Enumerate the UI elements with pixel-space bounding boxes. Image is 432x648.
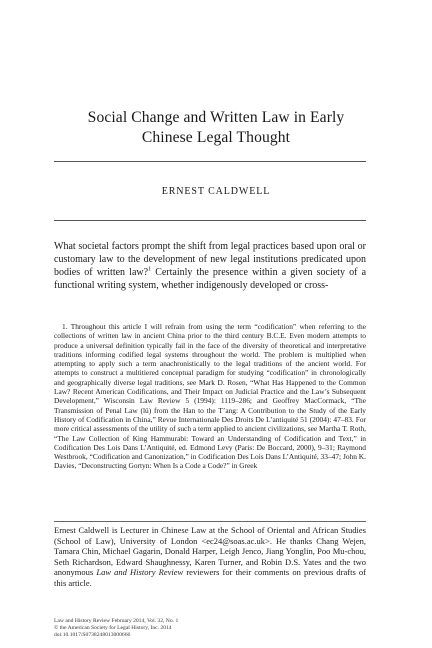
journal-copyright: © the American Society for Legal History, Inc. 2014 xyxy=(54,625,172,631)
author-name: ERNEST CALDWELL xyxy=(161,186,271,197)
bio-text: Ernest Caldwell is Lecturer in Chinese Law at the School of Oriental and African Studies (School of Law), University of London <ec24@soas.ac.uk>. He thanks Chang Wejen, Tamara Chin, Michael Gagarin, Donald Harper, Leigh Jenco, Jiang Yonglin, Poo Mu-chou, Seth Richardson, Edward Shaughnessy, Karen Turner, and Robin D.S. Yates and the two anonymous xyxy=(54,525,366,578)
opening-paragraph xyxy=(54,240,366,292)
journal-info xyxy=(54,618,366,639)
bio-divider xyxy=(54,521,366,522)
title-line: Social Change and Written Law in Early xyxy=(87,109,345,126)
footnote-text: 1. Throughout this article I will refrain from using the term “codification” when referring to the collections of written law in ancient China prior to the third century B.C.E. Even modern attempts to produce a universal definition typically fail in the face of the diversity of theoretical and interpretative traditions informing codified legal systems throughout the world. The problem is multiplied when attempting to apply such a term anachronistically to the legal traditions of the ancient world. For attempts to construct a multitiered conceptual paradigm for studying “codification” in chronologically and geographically diverse legal traditions, see Mark D. Rosen, “What Has Happened to the Common Law? Recent American Codifications, and Their Impact on Judicial Practice and the Law’s Subsequent Development,” Wisconsin Law Review 5 (1994): 1119–286; and Geoffrey MacCormack, “The Transmission of Penal Law (lü) from the Han to the T’ang: A Contribution to the Study of the Early History of Codification in China,” Revue Internationale Des Droits De L’antiquité 51 (2004): 47–83. For more critical assessments of the utility of such a term applied to ancient civilizations, see Martha T. Roth, “The Law Collection of King Hammurabi: Toward an Understanding of Codification and Text,” in Codification Des Lois Dans L’Antiquité, ed. Edmond Levy (Paris: De Boccard, 2000), 9–31; Raymond Westbrook, “Codification and Canonization,” in Codification Des Lois Dans L’Antiquité, 33–47; John K. Davies, “Deconstructing Gortyn: When Is a Code a Code?” in Greek xyxy=(54,322,366,471)
footnote-marker[interactable]: 1 xyxy=(148,266,152,273)
footnote-1 xyxy=(54,322,366,471)
bio-journal-name: Law and History Review xyxy=(96,567,184,578)
title-line: Chinese Legal Thought xyxy=(141,129,291,146)
bio-text-end: reviewers for their comments on previous drafts of this article. xyxy=(54,567,366,588)
journal-doi[interactable]: doi:10.1017/S0738248013000666 xyxy=(54,632,131,638)
title-rule xyxy=(54,161,366,162)
author-bio xyxy=(54,525,366,589)
author-rule xyxy=(54,220,366,221)
opening-text-continued: Certainly the presence within a given society of a functional writing system, whether indigenously developed or cross- xyxy=(54,267,367,291)
article-title xyxy=(40,108,392,148)
journal-issue: Law and History Review February 2014, Vol. 32, No. 1 xyxy=(54,618,179,624)
opening-text: What societal factors prompt the shift from legal practices based upon oral or customary law to the development of new legal institutions predicated upon bodies of written law? xyxy=(54,241,366,278)
